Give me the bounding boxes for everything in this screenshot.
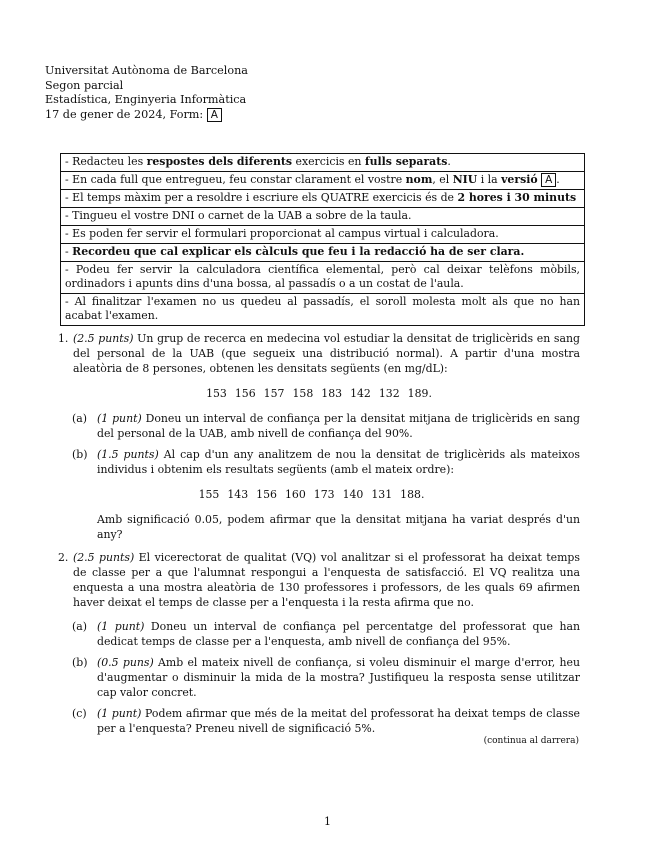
data-list-1: 153 156 157 158 183 142 132 189. <box>206 387 432 400</box>
exam-date-form <box>45 108 248 123</box>
question-2 <box>58 550 580 736</box>
question-text: El vicerectorat de qualitat (VQ) vol analitzar si el professorat ha deixat temps de classe per a que l'alumnat respongui a l'enquesta de satisfacció. El VQ realitza una enquesta a una mostra aleatòria de 130 professores i professors, de les quals 69 afirmen haver deixat el temps de classe per a l'enquesta i la resta afirma que no. <box>73 551 580 609</box>
university-name: Universitat Autònoma de Barcelona <box>45 64 248 77</box>
exam-title: Segon parcial <box>45 78 124 92</box>
page-number: 1 <box>324 815 331 828</box>
question-points: (2.5 punts) <box>73 551 135 564</box>
instructions-box <box>60 153 585 326</box>
instruction-row: - Tingueu el vostre DNI o carnet de la UAB a sobre de la taula. <box>61 208 584 226</box>
subquestion-b-question: Amb significació 0.05, podem afirmar que la densitat mitjana ha variat després d'un any? <box>97 513 580 541</box>
question-1 <box>58 331 580 542</box>
question-text: Un grup de recerca en medecina vol estudiar la densitat de triglicèrids en sang del personal de la UAB (que segueix una distribució normal). A partir d'una mostra aleatòria de 8 persones, obtenen les densitats següents (en mg/dL): <box>73 332 580 375</box>
instruction-row: - En cada full que entregueu, feu constar clarament el vostre nom, el NIU i la versió A . <box>61 172 584 190</box>
exam-header <box>45 64 248 122</box>
continue-note: (continua al darrera) <box>483 736 579 746</box>
question-number: 1. <box>58 332 69 345</box>
version-box: A <box>541 173 556 187</box>
instruction-row: - Es poden fer servir el formulari proporcionat al campus virtual i calculadora. <box>61 226 584 244</box>
question-number: 2. <box>58 551 69 564</box>
form-letter-box: A <box>207 108 222 122</box>
instruction-row: - Redacteu les respostes dels diferents exercicis en fulls separats. <box>61 154 584 172</box>
subquestion-a: (a) (1 punt) Doneu un interval de confiança per la densitat mitjana de triglicèrids en sang del personal de la UAB, amb nivell de confiança del 90%. <box>72 412 581 440</box>
instruction-row: - Al finalitzar l'examen no us quedeu al passadís, el soroll molesta molt als que no han acabat l'examen. <box>65 295 580 322</box>
course-name: Estadística, Enginyeria Informàtica <box>45 93 247 107</box>
question-points: (2.5 punts) <box>73 332 134 345</box>
subquestion-c: (c) (1 punt) Podem afirmar que més de la meitat del professorat ha deixat temps de classe per a l'enquesta? Preneu nivell de significació 5%. <box>72 707 580 735</box>
instruction-row: - El temps màxim per a resoldre i escriure els QUATRE exercicis és de 2 hores i 30 minuts <box>61 190 584 208</box>
date-text: 17 de gener de 2024, Form: <box>45 107 204 121</box>
subquestion-b: (b) (1.5 punts) Al cap d'un any analitzem de nou la densitat de triglicèrids als mateixos individus i obtenim els resultats següents (amb el mateix ordre): 155 143 156 160 173 140 131 188. Amb significació 0.05, podem afirmar que la densitat mitjana ha variat després d'un any? <box>73 447 580 542</box>
instruction-row: - Podeu fer servir la calculadora científica elemental, però cal deixar telèfons mòbils, ordinadors i apunts dins d'una bossa, al passadís o a un costat de l'aula. <box>61 262 584 294</box>
subquestion-b: (b) (0.5 puns) Amb el mateix nivell de confiança, si voleu disminuir el marge d'error, heu d'augmentar o disminuir la mida de la mostra? Justifiqueu la resposta sense utilitzar cap valor concret. <box>72 656 580 699</box>
subquestion-a: (a) (1 punt) Doneu un interval de confiança pel percentatge del professorat que han dedicat temps de classe per a l'enquesta, amb nivell de confiança del 95%. <box>72 620 581 648</box>
instruction-row: - Recordeu que cal explicar els càlculs que feu i la redacció ha de ser clara. <box>61 244 584 262</box>
data-list-2: 155 143 156 160 173 140 131 188. <box>198 488 425 501</box>
